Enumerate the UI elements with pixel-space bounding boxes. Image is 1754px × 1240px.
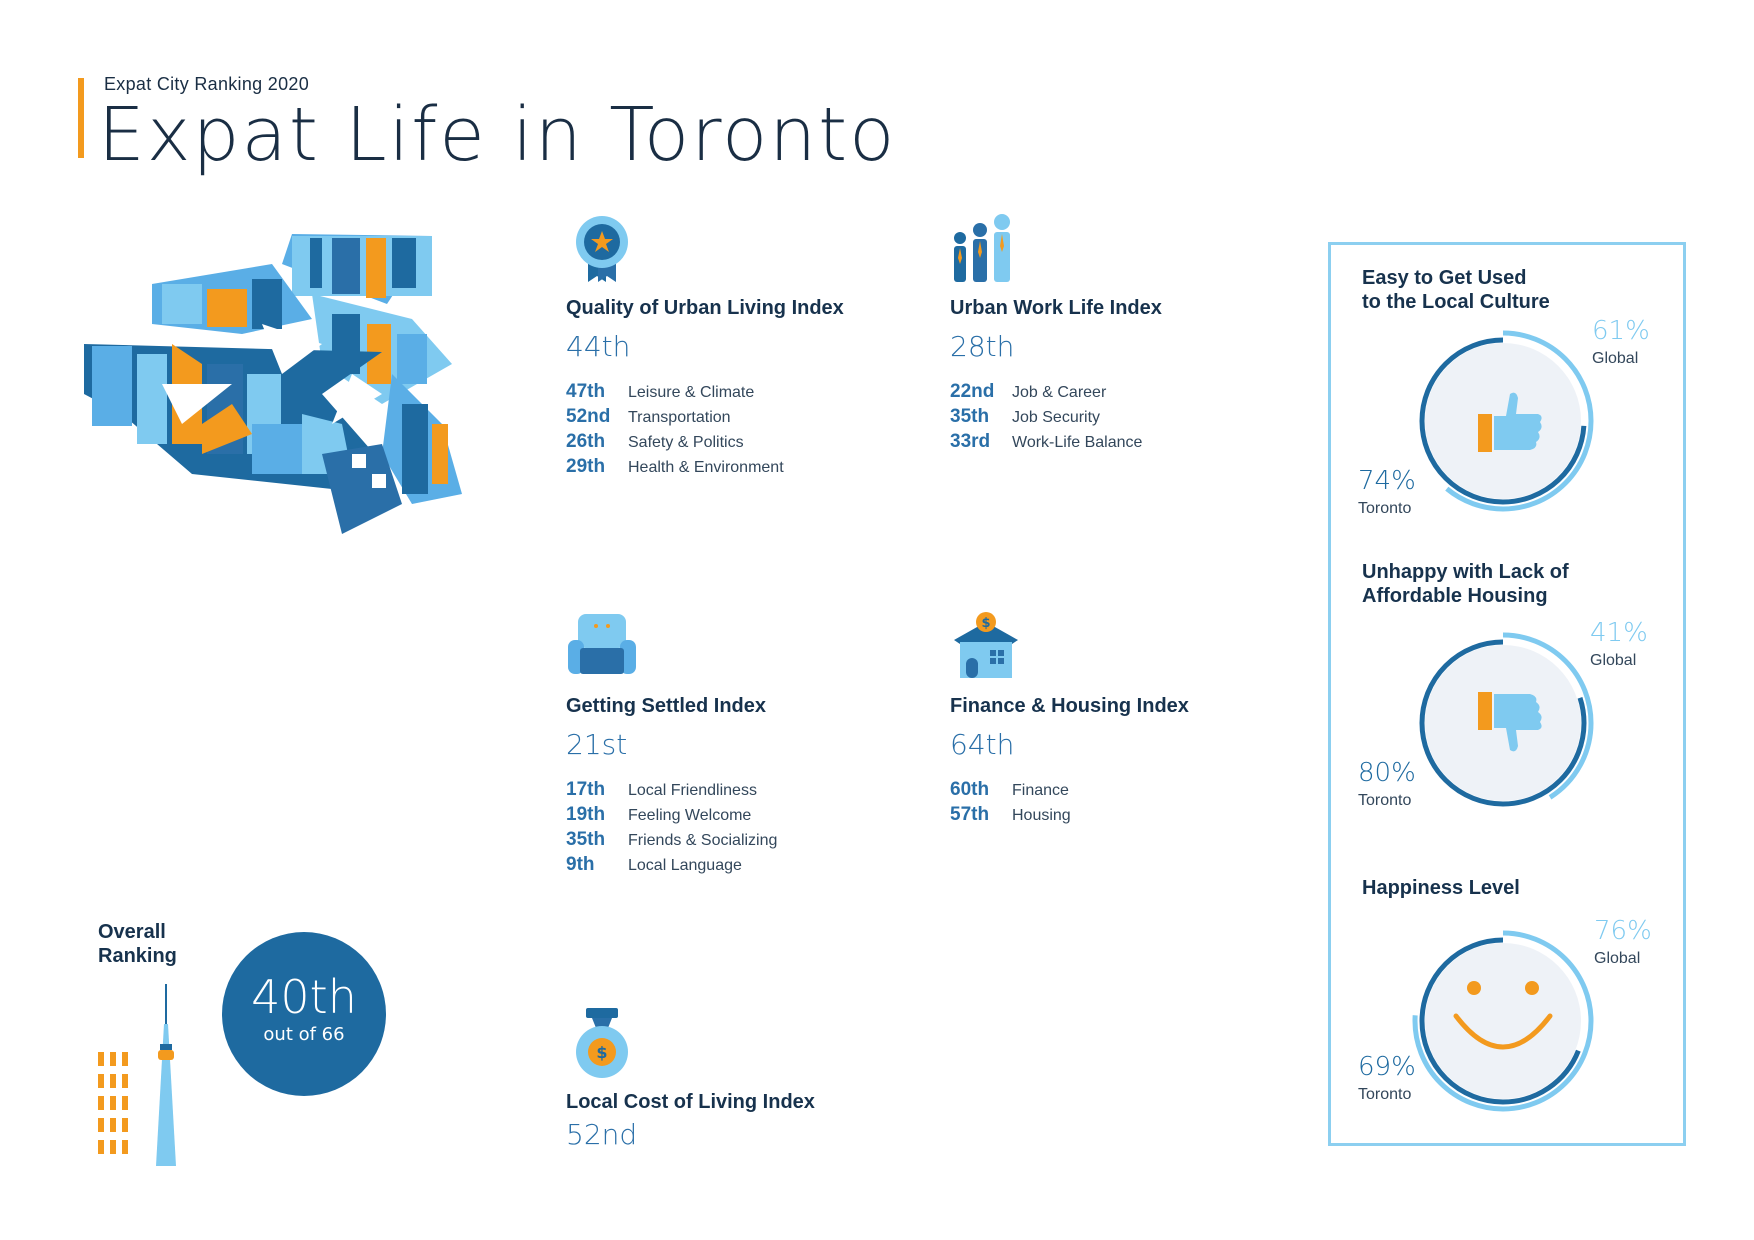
stat-ring-affordable-housing [1410, 630, 1596, 816]
stat-question-line1: Easy to Get Used [1362, 267, 1527, 289]
overall-out-of: out of 66 [263, 1024, 345, 1045]
cn-tower-icon [94, 984, 184, 1166]
urban-work-life-index [950, 212, 1162, 456]
sub-index-rank: 9th [566, 854, 595, 875]
sub-index-row [950, 804, 1189, 829]
svg-text:$: $ [596, 1043, 608, 1062]
sub-index-row [566, 854, 777, 879]
overall-rank-value: 40th [251, 970, 357, 1024]
toronto-city-illustration [82, 224, 502, 544]
title-accent-bar [78, 78, 84, 158]
page-title: Expat Life in Toronto [98, 92, 897, 178]
index-rank: 52nd [566, 1118, 638, 1151]
global-label: Global [1590, 652, 1637, 669]
global-percentage: 61% [1592, 316, 1650, 346]
sub-index-row [566, 381, 844, 406]
sub-index-label: Local Language [628, 857, 742, 874]
sub-index-label: Safety & Politics [628, 434, 744, 451]
page-subtitle: Expat City Ranking 2020 [104, 74, 310, 94]
workers-icon [950, 212, 1022, 284]
index-name: Getting Settled Index [566, 695, 767, 717]
sub-index-rank: 17th [566, 779, 606, 800]
stat-ring-happiness [1410, 928, 1596, 1114]
overall-ranking-label [98, 920, 198, 968]
stat-affordable-housing [1362, 560, 1662, 608]
local-percentage: 69% [1358, 1052, 1416, 1082]
sub-index-row [950, 406, 1162, 431]
local-percentage: 80% [1358, 758, 1416, 788]
global-percentage: 76% [1594, 916, 1652, 946]
global-label: Global [1592, 350, 1639, 367]
stat-question-line2: to the Local Culture [1362, 291, 1550, 313]
sub-index-label: Health & Environment [628, 459, 784, 476]
sub-index-rank: 35th [950, 406, 990, 427]
sub-index-row [566, 406, 844, 431]
index-name: Quality of Urban Living Index [566, 297, 844, 319]
finance-housing-index [950, 610, 1189, 829]
sub-index-label: Feeling Welcome [628, 807, 752, 824]
sub-index-rank: 22nd [950, 381, 995, 402]
cost-of-living-index [566, 1006, 815, 1151]
sub-index-label: Local Friendliness [628, 782, 757, 799]
sub-index-label: Job Security [1012, 409, 1101, 426]
index-rank: 64th [950, 728, 1015, 761]
armchair-icon [566, 610, 638, 682]
sub-index-label: Job & Career [1012, 384, 1107, 401]
quality-urban-living-index [566, 212, 844, 481]
stat-happiness-level [1362, 876, 1662, 900]
index-rank: 28th [950, 330, 1015, 363]
stat-question-line1: Happiness Level [1362, 877, 1520, 899]
stat-local-culture [1362, 266, 1662, 314]
stat-ring-local-culture [1410, 328, 1596, 514]
sub-index-rank: 19th [566, 804, 606, 825]
sub-index-rank: 33rd [950, 431, 991, 452]
sub-index-row [950, 381, 1162, 406]
sub-index-row [566, 456, 844, 481]
index-name: Finance & Housing Index [950, 695, 1189, 717]
local-label: Toronto [1358, 500, 1412, 517]
sub-index-row [950, 431, 1162, 456]
sub-index-rank: 60th [950, 779, 990, 800]
global-percentage: 41% [1590, 618, 1648, 648]
sub-index-label: Leisure & Climate [628, 384, 755, 401]
sub-index-row [566, 779, 777, 804]
overall-label-line1: Overall [98, 921, 166, 943]
sub-index-rank: 29th [566, 456, 606, 477]
sub-index-rank: 47th [566, 381, 606, 402]
global-label: Global [1594, 950, 1641, 967]
index-name: Urban Work Life Index [950, 297, 1162, 319]
local-percentage: 74% [1358, 466, 1416, 496]
local-label: Toronto [1358, 792, 1412, 809]
sub-index-rank: 52nd [566, 406, 611, 427]
index-name: Local Cost of Living Index [566, 1091, 815, 1113]
sub-index-rank: 26th [566, 431, 606, 452]
overall-rank-badge [222, 932, 386, 1096]
award-badge-icon [566, 212, 638, 284]
house-coin-icon [950, 610, 1022, 682]
sub-index-row [566, 804, 777, 829]
sub-index-label: Transportation [628, 409, 731, 426]
sub-index-label: Work-Life Balance [1012, 434, 1143, 451]
local-label: Toronto [1358, 1086, 1412, 1103]
sub-index-row [566, 431, 844, 456]
sub-index-label: Friends & Socializing [628, 832, 778, 849]
sub-index-label: Housing [1012, 807, 1071, 824]
getting-settled-index [566, 610, 777, 879]
sub-index-rank: 57th [950, 804, 990, 825]
svg-text:$: $ [981, 616, 991, 631]
sub-index-rank: 35th [566, 829, 606, 850]
sub-index-label: Finance [1012, 782, 1069, 799]
overall-label-line2: Ranking [98, 945, 177, 967]
index-rank: 44th [566, 330, 631, 363]
index-rank: 21st [566, 728, 628, 761]
sub-index-row [950, 779, 1189, 804]
money-bag-icon [566, 1006, 638, 1078]
sub-index-row [566, 829, 777, 854]
stat-question-line2: Affordable Housing [1362, 585, 1548, 607]
stat-question-line1: Unhappy with Lack of [1362, 561, 1569, 583]
